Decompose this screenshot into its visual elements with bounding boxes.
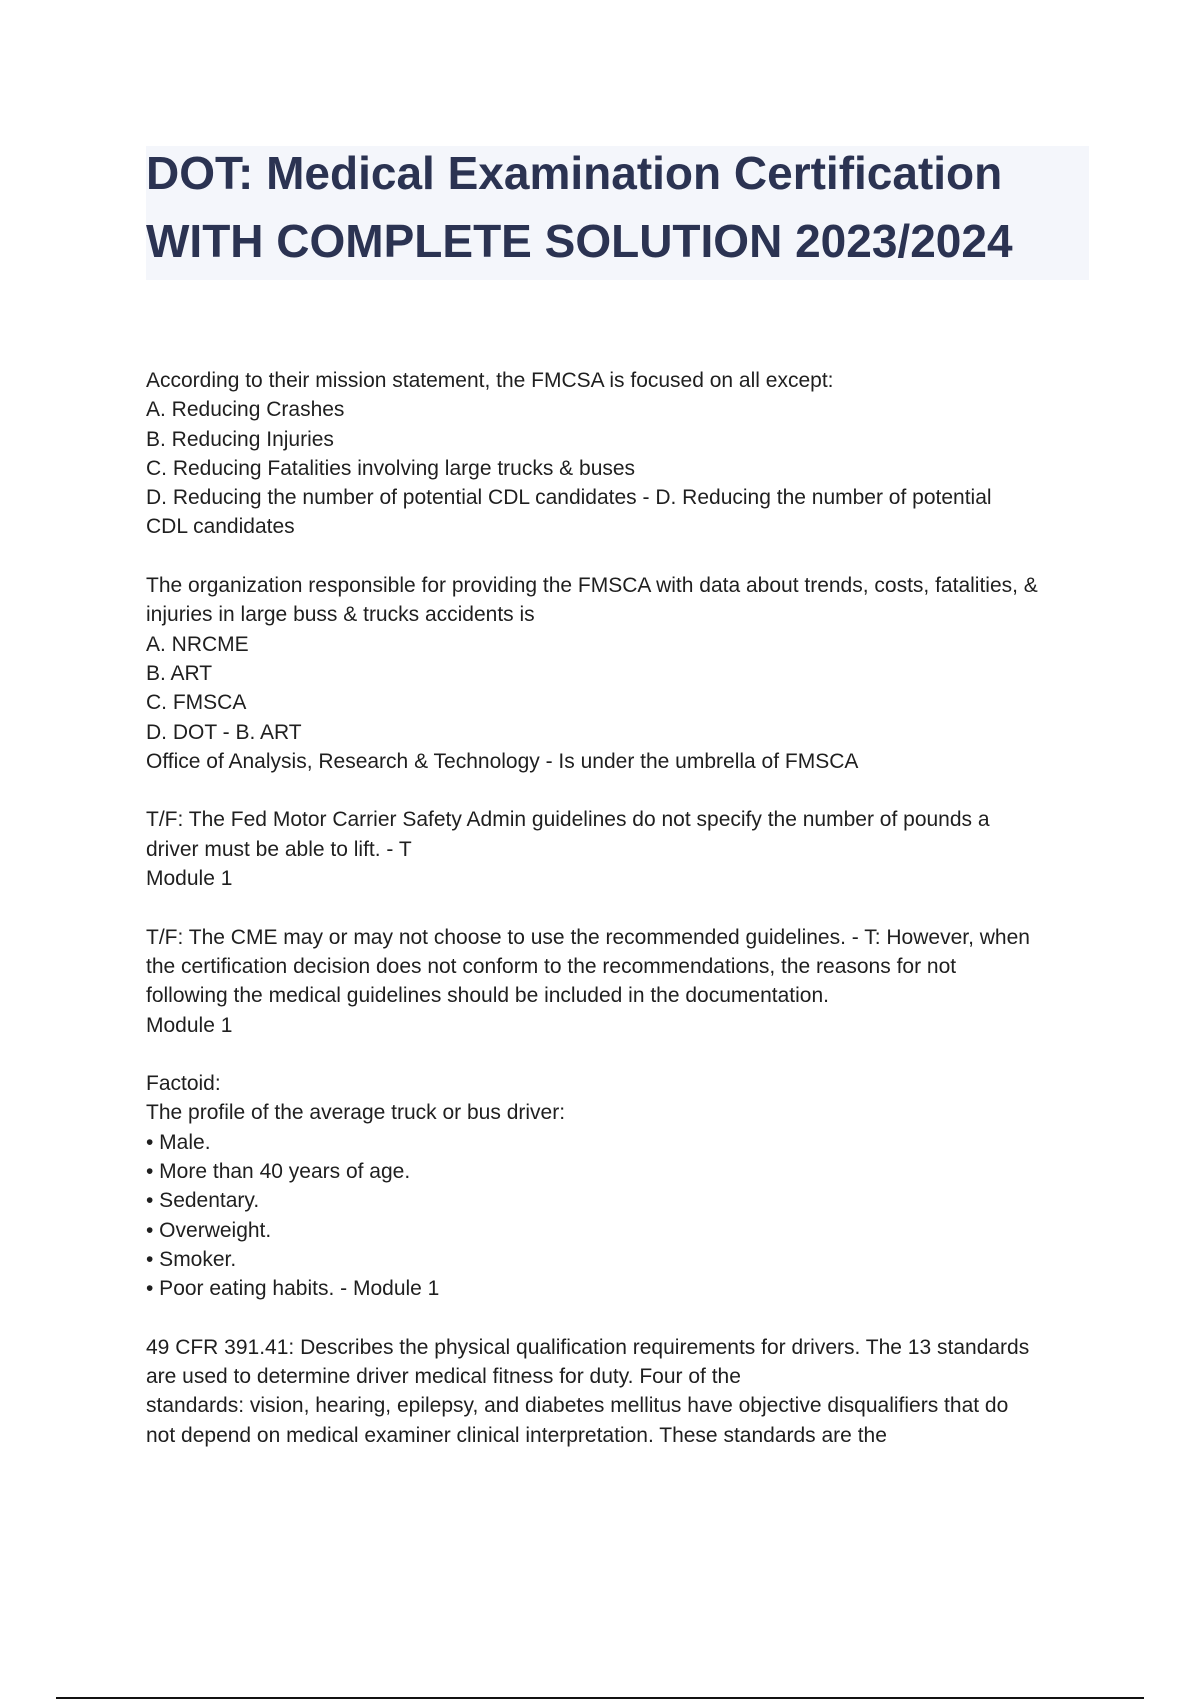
question-block-1: [146, 366, 1096, 542]
answer-text: the certification decision does not conform to the recommendations, the reasons for not: [146, 954, 957, 978]
bullet-item: • Smoker.: [146, 1247, 237, 1271]
module-label: Module 1: [146, 867, 233, 891]
factoid-heading: Factoid:: [146, 1072, 221, 1096]
document-title-line-2: WITH COMPLETE SOLUTION 2023/2024: [146, 215, 1013, 267]
bullet-item: • Sedentary.: [146, 1189, 260, 1213]
bullet-item: • Overweight.: [146, 1218, 272, 1242]
paragraph-gap: [146, 1040, 1096, 1069]
page-bottom-divider: [56, 1697, 1144, 1699]
answer-option: C. FMSCA: [146, 691, 247, 715]
answer-option: D. Reducing the number of potential CDL candidates - D. Reducing the number of potential: [146, 486, 992, 510]
question-text: According to their mission statement, the FMCSA is focused on all except:: [146, 369, 834, 392]
answer-option: B. Reducing Injuries: [146, 427, 334, 451]
answer-text: CDL candidates: [146, 515, 295, 539]
answer-text: Office of Analysis, Research & Technology - Is under the umbrella of FMSCA: [146, 749, 859, 773]
question-block-6: [146, 1333, 1096, 1450]
bullet-item: • More than 40 years of age.: [146, 1160, 411, 1184]
bullet-item: • Poor eating habits. - Module 1: [146, 1277, 440, 1301]
factoid-block: [146, 1069, 1096, 1303]
question-block-3: [146, 805, 1096, 893]
document-body: [146, 366, 1096, 1450]
answer-option: A. Reducing Crashes: [146, 398, 345, 422]
title-block: [146, 146, 1089, 280]
question-text: not depend on medical examiner clinical interpretation. These standards are the: [146, 1423, 887, 1447]
question-text: 49 CFR 391.41: Describes the physical qualification requirements for drivers. The 13 standards: [146, 1335, 1030, 1359]
question-text: are used to determine driver medical fitness for duty. Four of the: [146, 1365, 741, 1389]
factoid-intro: The profile of the average truck or bus driver:: [146, 1101, 566, 1125]
question-text: T/F: The Fed Motor Carrier Safety Admin guidelines do not specify the number of pounds a: [146, 808, 990, 832]
bullet-item: • Male.: [146, 1130, 211, 1154]
question-block-4: [146, 923, 1096, 1040]
question-text: standards: vision, hearing, epilepsy, and diabetes mellitus have objective disqualifiers that do: [146, 1394, 1009, 1418]
question-block-2: [146, 571, 1096, 776]
paragraph-gap: [146, 1304, 1096, 1333]
answer-text: driver must be able to lift. - T: [146, 837, 412, 861]
question-text: The organization responsible for providing the FMSCA with data about trends, costs, fatalities, &: [146, 574, 1038, 598]
module-label: Module 1: [146, 1013, 233, 1037]
paragraph-gap: [146, 776, 1096, 805]
answer-option: B. ART: [146, 661, 213, 685]
paragraph-gap: [146, 542, 1096, 571]
paragraph-gap: [146, 893, 1096, 922]
document-title-line-1: DOT: Medical Examination Certification: [146, 147, 1003, 199]
answer-option: A. NRCME: [146, 632, 249, 656]
answer-option: D. DOT - B. ART: [146, 720, 302, 744]
answer-option: C. Reducing Fatalities involving large trucks & buses: [146, 456, 636, 480]
question-text: T/F: The CME may or may not choose to use the recommended guidelines. - T: However, when: [146, 925, 1030, 949]
question-text: injuries in large buss & trucks accidents is: [146, 603, 535, 627]
answer-text: following the medical guidelines should be included in the documentation.: [146, 984, 829, 1008]
